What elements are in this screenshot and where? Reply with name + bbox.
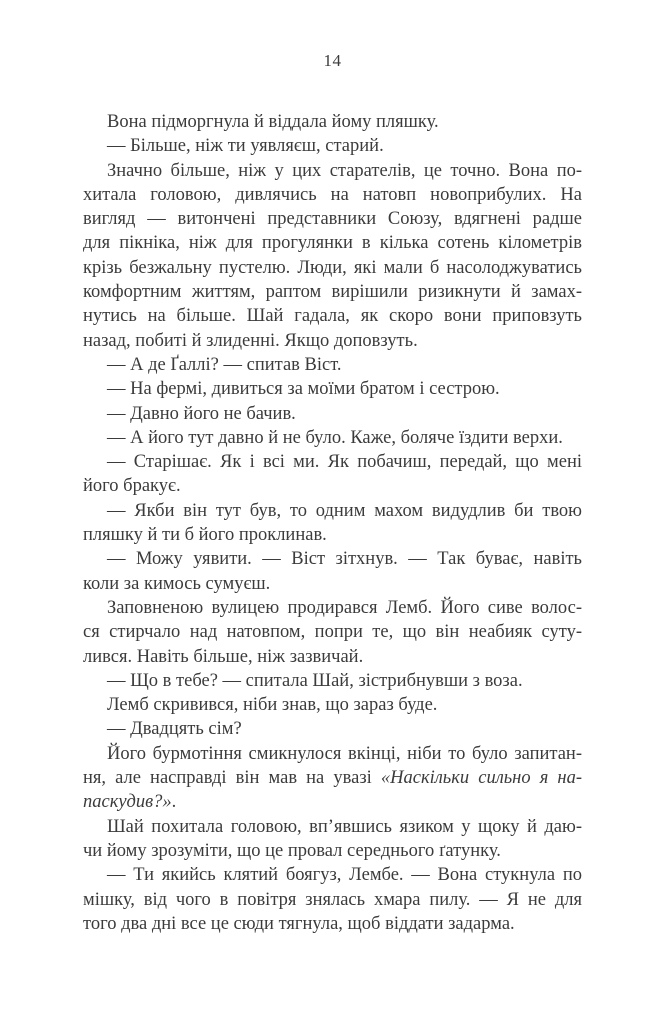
text-segment: крізь безжальну пустелю. Люди, які мали б насолоджуватись [83, 257, 582, 278]
text-segment: Лемб скривився, ніби знав, що зараз буде. [107, 695, 438, 716]
italic-text-segment: «Наскільки сильно я на- [380, 768, 582, 789]
text-segment: хитала головою, дивлячись на натовп новоприбулих. На [83, 184, 582, 205]
text-segment: — Старішає. Як і всі ми. Як побачиш, передай, що мені [107, 452, 582, 473]
text-segment: — Двадцять сім? [107, 719, 242, 740]
text-line [83, 888, 582, 912]
text-line [83, 256, 582, 280]
text-line [83, 110, 582, 134]
text-line [83, 693, 582, 717]
text-segment: — Якби він тут був, то одним махом видудлив би твою [107, 500, 582, 521]
text-line [83, 159, 582, 183]
text-segment: вигляд — витончені представники Союзу, вдягнені радше [83, 209, 582, 230]
text-line [83, 669, 582, 693]
text-line [83, 717, 582, 741]
text-segment: — Давно його не бачив. [107, 403, 296, 424]
text-segment: нутись на більше. Шай гадала, як скоро вони приповзуть [83, 306, 582, 327]
text-segment: — Що в тебе? — спитала Шай, зістрибнувши з воза. [107, 670, 523, 691]
page-number: 14 [323, 51, 342, 70]
text-line [83, 523, 582, 547]
text-segment: комфортним життям, раптом вирішили ризикнути й замах- [83, 282, 582, 303]
text-segment: Шай похитала головою, вп’явшись язиком у щоку й даю- [107, 816, 582, 837]
text-line [83, 572, 582, 596]
text-line [83, 280, 582, 304]
text-line [83, 353, 582, 377]
text-segment: Вона підморгнула й віддала йому пляшку. [107, 112, 439, 132]
text-line [83, 645, 582, 669]
text-line [83, 790, 582, 814]
text-line [83, 766, 582, 790]
text-segment: Його бурмотіння смикнулося вкінці, ніби то було запитан- [107, 743, 582, 764]
text-line [83, 839, 582, 863]
text-line [83, 329, 582, 353]
text-segment: Заповненою вулицею продирався Лемб. Його сиве волос- [107, 597, 582, 618]
text-line [83, 742, 582, 766]
text-line [83, 183, 582, 207]
text-line [83, 474, 582, 498]
text-line [83, 450, 582, 474]
text-segment: — Більше, ніж ти уявляєш, старий. [107, 136, 384, 157]
text-segment: його бракує. [83, 476, 181, 497]
text-segment: для пікніка, ніж для прогулянки в кілька сотень кілометрів [83, 233, 582, 254]
text-segment: назад, побиті й злиденні. Якщо доповзуть. [83, 330, 418, 351]
text-line [83, 231, 582, 255]
text-segment: чи йому зрозуміти, що це провал середнього ґатунку. [83, 840, 501, 861]
text-segment: ся стирчало над натовпом, попри те, що він неабияк суту- [83, 622, 582, 643]
text-segment: — А де Ґаллі? — спитав Віст. [107, 354, 342, 375]
text-line [83, 377, 582, 401]
text-segment: Значно більше, ніж у цих старателів, це точно. Вона по- [107, 160, 582, 181]
text-line [83, 134, 582, 158]
text-segment: . [171, 792, 177, 813]
text-segment: ня, але насправді він мав на увазі [83, 768, 381, 789]
text-line [83, 912, 582, 936]
text-segment: коли за кимось сумуєш. [83, 573, 271, 594]
text-line [83, 863, 582, 887]
text-line [83, 304, 582, 328]
text-line [83, 547, 582, 571]
text-segment: — Ти якийсь клятий боягуз, Лембе. — Вона стукнула по [107, 865, 582, 886]
text-line [83, 207, 582, 231]
text-segment: мішку, від чого в повітря знялась хмара пилу. — Я не для [83, 889, 582, 910]
text-line [83, 620, 582, 644]
text-line [83, 596, 582, 620]
text-segment: — А його тут давно й не було. Каже, боляче їздити верхи. [107, 427, 563, 448]
text-segment: лився. Навіть більше, ніж зазвичай. [83, 646, 364, 667]
text-segment: того два дні все це сюди тягнула, щоб віддати задарма. [83, 913, 515, 934]
text-line [83, 499, 582, 523]
page-text [83, 110, 582, 936]
text-segment: — Можу уявити. — Віст зітхнув. — Так буває, навіть [107, 549, 582, 570]
text-line [83, 426, 582, 450]
text-line [83, 815, 582, 839]
text-line [83, 402, 582, 426]
text-segment: пляшку й ти б його проклинав. [83, 525, 327, 546]
text-segment: — На фермі, дивиться за моїми братом і сестрою. [107, 379, 500, 400]
italic-text-segment: паскудив?» [83, 792, 172, 813]
